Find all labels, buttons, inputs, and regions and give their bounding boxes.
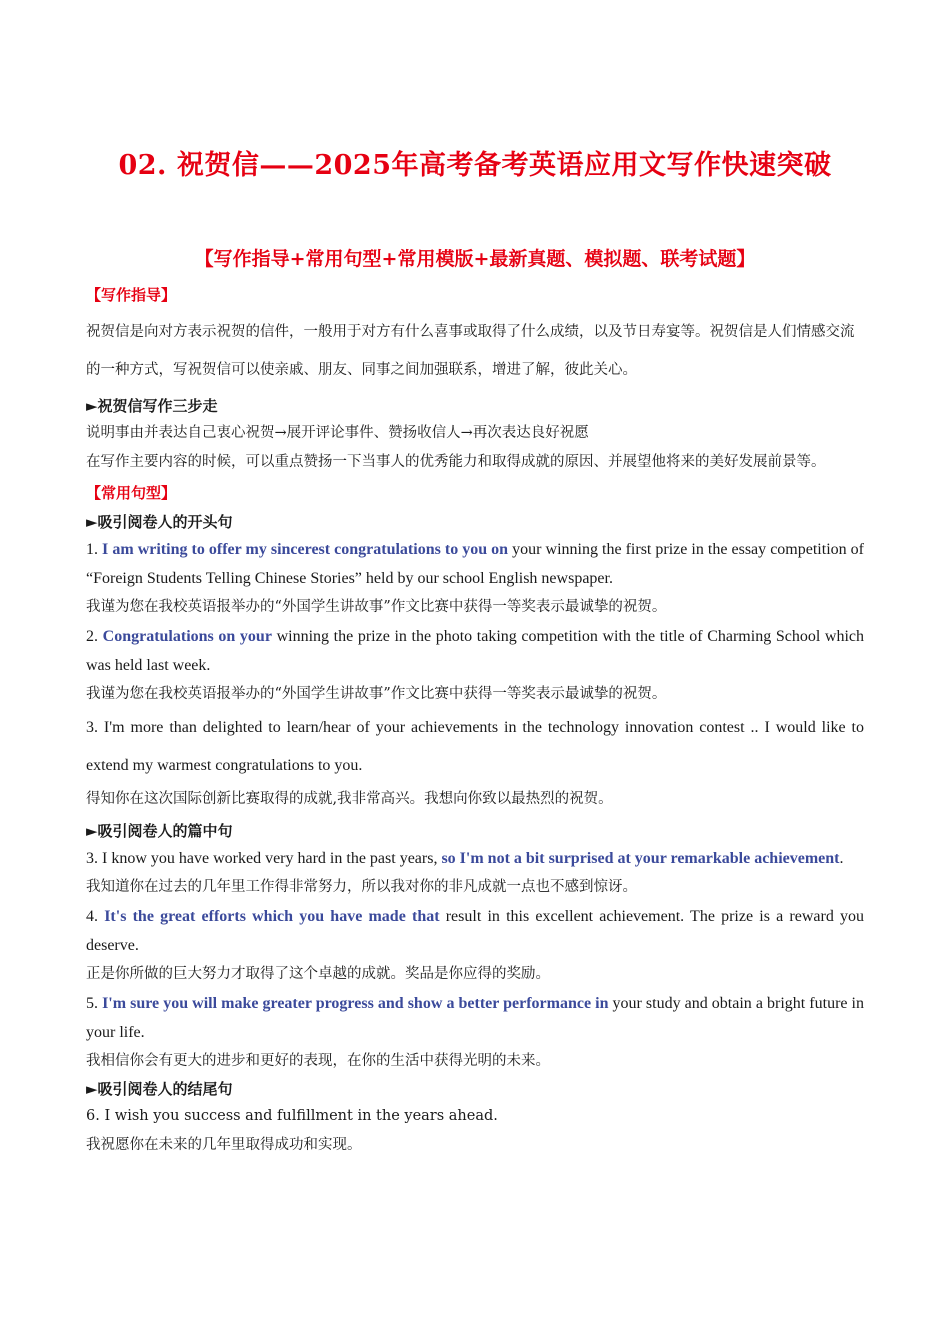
middle-sentence-4: 4. It's the great efforts which you have made that result in this excellent achievement. The prize is a reward you deserve.	[86, 908, 865, 954]
middle-title: ►吸引阅卷人的篇中句	[86, 822, 233, 840]
ending-sentence-6-translation: 我祝愿你在未来的几年里取得成功和实现。	[86, 1137, 362, 1153]
section-heading-guide: 【写作指导】	[86, 286, 177, 304]
middle-sentence-3-translation: 我知道你在过去的几年里工作得非常努力，所以我对你的非凡成就一点也不感到惊讶。	[86, 879, 637, 895]
opening-title: ►吸引阅卷人的开头句	[86, 513, 233, 531]
middle-sentence-5-translation: 我相信你会有更大的进步和更好的表现，在你的生活中获得光明的未来。	[86, 1053, 550, 1069]
document-body	[86, 283, 864, 1160]
sentence-3-translation: 得知你在这次国际创新比赛取得的成就,我非常高兴。我想向你致以最热烈的祝贺。	[86, 791, 613, 807]
guide-intro: 祝贺信是向对方表示祝贺的信件，一般用于对方有什么喜事或取得了什么成绩，以及节日寿宴等。祝贺信是人们情感交流的一种方式，写祝贺信可以使亲戚、朋友、同事之间加强联系，增进了解，彼此关心。	[86, 324, 855, 378]
steps-title: ►祝贺信写作三步走	[86, 397, 218, 415]
middle-sentence-5: 5. I'm sure you will make greater progress and show a better performance in your study and obtain a bright future in your life.	[86, 995, 864, 1041]
sentence-2: 2. Congratulations on your winning the prize in the photo taking competition with the title of Charming School which was held last week.	[86, 628, 864, 674]
steps-text: 说明事由并表达自己衷心祝贺→展开评论事件、赞扬收信人→再次表达良好祝愿	[86, 425, 589, 441]
middle-sentence-4-highlight: It's the great efforts which you have made that	[104, 908, 440, 925]
sentence-3: 3. I'm more than delighted to learn/hear of your achievements in the technology innovation contest .. I would like to extend my warmest congratulations to you.	[86, 719, 864, 774]
sentence-2-highlight: Congratulations on your	[102, 628, 272, 645]
sentence-1: 1. I am writing to offer my sincerest congratulations to you on your winning the first prize in the essay competition of “Foreign Students Telling Chinese Stories” held by our school English newspaper.	[86, 541, 865, 587]
sentence-1-highlight: I am writing to offer my sincerest congratulations to you on	[102, 541, 509, 558]
sentence-2-translation: 我谨为您在我校英语报举办的“外国学生讲故事”作文比赛中获得一等奖表示最诚挚的祝贺。	[86, 686, 667, 702]
ending-sentence-6: 6. I wish you success and fulfillment in the years ahead.	[86, 1108, 498, 1124]
page-title: 02. 祝贺信——2025年高考备考英语应用文写作快速突破	[118, 150, 832, 181]
ending-title: ►吸引阅卷人的结尾句	[86, 1080, 233, 1098]
section-heading-sentences: 【常用句型】	[86, 484, 177, 502]
middle-sentence-4-translation: 正是你所做的巨大努力才取得了这个卓越的成就。奖品是你应得的奖励。	[86, 966, 550, 982]
page-subtitle: 【写作指导+常用句型+常用模版+最新真题、模拟题、联考试题】	[194, 248, 756, 270]
writing-tips: 在写作主要内容的时候，可以重点赞扬一下当事人的优秀能力和取得成就的原因、并展望他将来的美好发展前景等。	[86, 454, 826, 470]
middle-sentence-3-highlight: so I'm not a bit surprised at your remarkable achievement	[441, 850, 840, 867]
middle-sentence-5-highlight: I'm sure you will make greater progress and show a better performance in	[102, 995, 609, 1012]
middle-sentence-3: 3. I know you have worked very hard in the past years, so I'm not a bit surprised at your remarkable achievement.	[86, 850, 844, 867]
sentence-1-translation: 我谨为您在我校英语报举办的“外国学生讲故事”作文比赛中获得一等奖表示最诚挚的祝贺。	[86, 599, 667, 615]
